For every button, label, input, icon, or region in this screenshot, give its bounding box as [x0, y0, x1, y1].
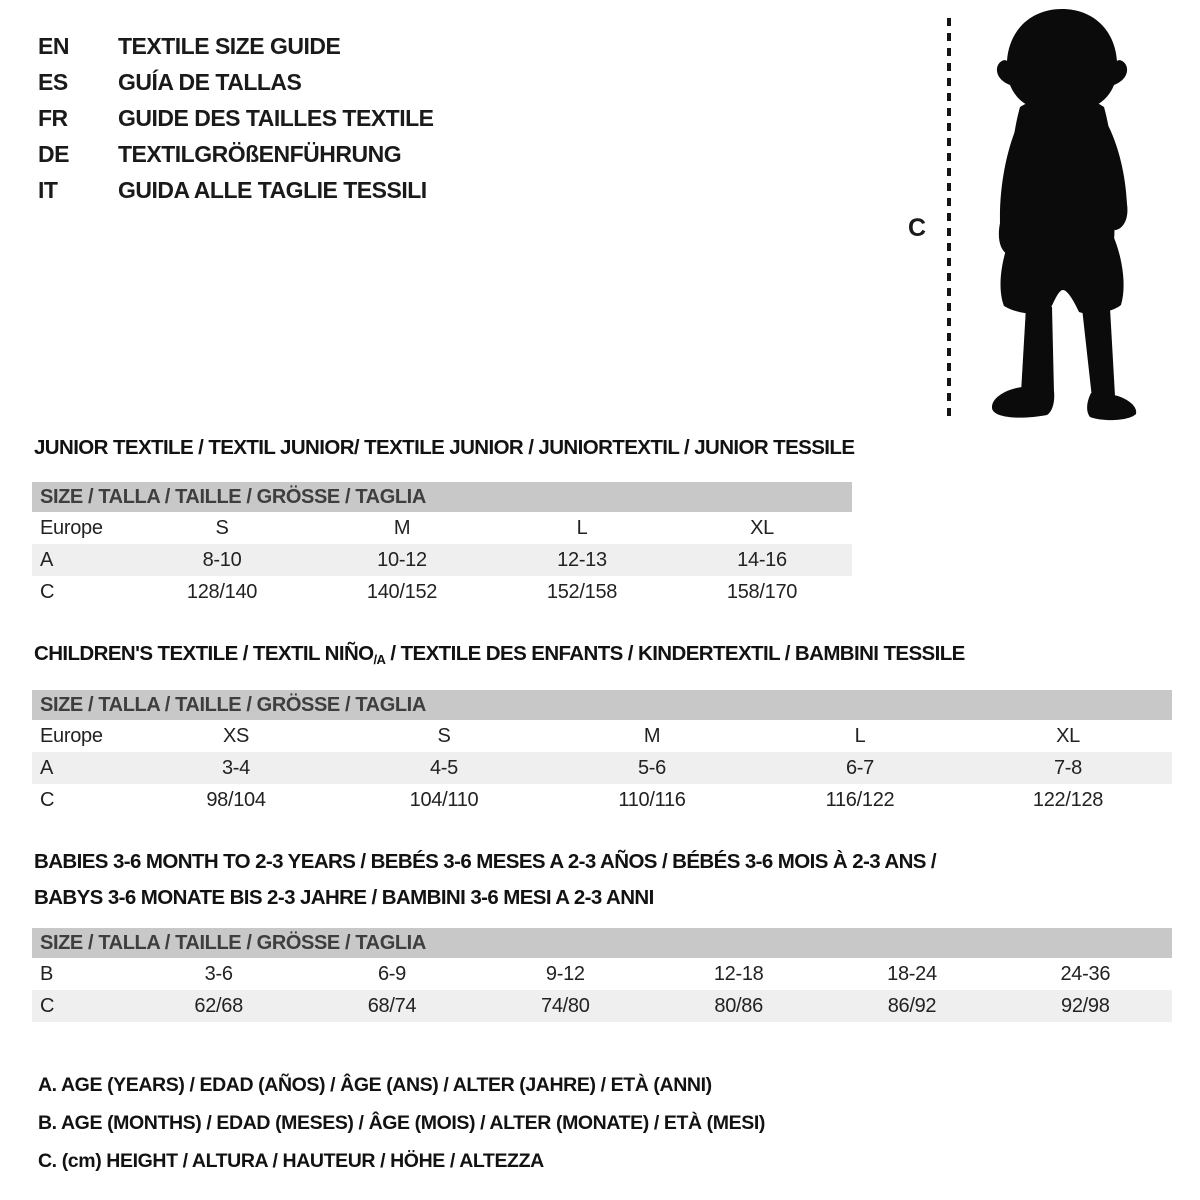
table-cell: L — [854, 724, 866, 747]
lang-title: GUÍA DE TALLAS — [118, 68, 302, 95]
table-cell: 9-12 — [545, 962, 585, 985]
children-size-table — [32, 690, 1172, 816]
table-cell: 14-16 — [737, 548, 787, 571]
table-row — [32, 512, 852, 544]
row-label: B — [40, 962, 54, 985]
table-cell: S — [437, 724, 451, 747]
table-cell: 6-7 — [845, 756, 874, 779]
table-cell: 3-6 — [204, 962, 233, 985]
table-cell: 62/68 — [194, 994, 243, 1017]
lang-row-it — [38, 172, 434, 208]
table-cell: 10-12 — [377, 548, 427, 571]
table-row — [32, 990, 1172, 1022]
table-cell: 18-24 — [887, 962, 937, 985]
table-cell: 24-36 — [1060, 962, 1111, 985]
table-cell: 68/74 — [367, 994, 417, 1017]
lang-code: FR — [38, 104, 68, 131]
table-cell: 92/98 — [1061, 994, 1110, 1017]
lang-code: IT — [38, 176, 58, 203]
row-label: A — [40, 756, 54, 779]
babies-table-body — [32, 958, 1172, 1022]
babies-heading-line2: BABYS 3-6 MONATE BIS 2-3 JAHRE / BAMBINI 3-6 MESI A 2-3 ANNI — [34, 886, 654, 909]
children-table-body — [32, 720, 1172, 816]
table-cell: 7-8 — [1053, 756, 1082, 779]
lang-code: ES — [38, 68, 68, 95]
table-cell: S — [215, 516, 229, 539]
lang-code: DE — [38, 140, 69, 167]
lang-code: EN — [38, 32, 69, 59]
table-cell: 104/110 — [409, 788, 479, 811]
junior-size-table — [32, 482, 852, 608]
lang-row-en — [38, 28, 434, 64]
babies-table-size-header: SIZE / TALLA / TAILLE / GRÖSSE / TAGLIA — [32, 928, 1172, 958]
children-table-size-header: SIZE / TALLA / TAILLE / GRÖSSE / TAGLIA — [32, 690, 1172, 720]
lang-title: TEXTILE SIZE GUIDE — [118, 32, 341, 59]
table-cell: 4-5 — [429, 756, 458, 779]
babies-section-heading — [34, 844, 936, 916]
table-cell: 12-13 — [557, 548, 607, 571]
table-cell: 8-10 — [202, 548, 242, 571]
children-heading-sub: /A — [373, 652, 386, 667]
row-label: C — [40, 994, 55, 1017]
language-list — [38, 28, 434, 208]
table-cell: 152/158 — [546, 580, 618, 603]
table-cell: XL — [1056, 724, 1080, 747]
table-cell: 110/116 — [618, 788, 686, 811]
junior-section-heading: JUNIOR TEXTILE / TEXTIL JUNIOR/ TEXTILE JUNIOR / JUNIORTEXTIL / JUNIOR TESSILE — [34, 436, 855, 459]
height-measure-label: C — [908, 214, 927, 242]
children-section-heading — [34, 642, 965, 667]
toddler-silhouette-icon — [962, 6, 1167, 428]
table-cell: 98/104 — [206, 788, 266, 811]
table-cell: XL — [750, 516, 774, 539]
table-cell: 80/86 — [714, 994, 763, 1017]
table-cell: L — [576, 516, 588, 539]
table-cell: M — [393, 516, 411, 539]
table-cell: 86/92 — [887, 994, 937, 1017]
table-cell: 5-6 — [637, 756, 666, 779]
table-row — [32, 576, 852, 608]
table-cell: 6-9 — [377, 962, 406, 985]
lang-title: GUIDA ALLE TAGLIE TESSILI — [118, 176, 427, 203]
legend-line-a: A. AGE (YEARS) / EDAD (AÑOS) / ÂGE (ANS) / ALTER (JAHRE) / ETÀ (ANNI) — [38, 1074, 712, 1096]
table-cell: XS — [222, 724, 250, 747]
lang-row-fr — [38, 100, 434, 136]
measurement-legend — [38, 1066, 765, 1180]
row-label: Europe — [40, 516, 103, 539]
lang-title: GUIDE DES TAILLES TEXTILE — [118, 104, 434, 131]
lang-row-de — [38, 136, 434, 172]
table-cell: 158/170 — [726, 580, 798, 603]
children-heading-prefix: CHILDREN'S TEXTILE / TEXTIL NIÑO — [34, 642, 374, 665]
table-cell: 12-18 — [713, 962, 764, 985]
table-cell: 74/80 — [541, 994, 590, 1017]
legend-line-b: B. AGE (MONTHS) / EDAD (MESES) / ÂGE (MOIS) / ALTER (MONATE) / ETÀ (MESI) — [38, 1112, 765, 1134]
row-label: A — [40, 548, 54, 571]
junior-table-size-header: SIZE / TALLA / TAILLE / GRÖSSE / TAGLIA — [32, 482, 852, 512]
table-row — [32, 784, 1172, 816]
table-cell: 128/140 — [186, 580, 258, 603]
babies-size-table — [32, 928, 1172, 1022]
table-cell: 140/152 — [366, 580, 438, 603]
row-label: C — [40, 580, 55, 603]
table-row — [32, 720, 1172, 752]
babies-heading-line1: BABIES 3-6 MONTH TO 2-3 YEARS / BEBÉS 3-6 MESES A 2-3 AÑOS / BÉBÉS 3-6 MOIS À 2-3 ANS / — [34, 850, 937, 873]
children-heading-suffix: / TEXTILE DES ENFANTS / KINDERTEXTIL / BAMBINI TESSILE — [385, 642, 965, 665]
legend-line-c: C. (cm) HEIGHT / ALTURA / HAUTEUR / HÖHE / ALTEZZA — [38, 1150, 544, 1172]
table-cell: 116/122 — [825, 788, 895, 811]
table-cell: M — [643, 724, 661, 747]
row-label: Europe — [40, 724, 103, 747]
lang-row-es — [38, 64, 434, 100]
height-measure-dotted-line — [947, 18, 951, 416]
row-label: C — [40, 788, 55, 811]
table-cell: 122/128 — [1032, 788, 1104, 811]
table-row — [32, 958, 1172, 990]
table-cell: 3-4 — [221, 756, 250, 779]
table-row — [32, 752, 1172, 784]
lang-title: TEXTILGRÖßENFÜHRUNG — [118, 140, 402, 167]
junior-table-body — [32, 512, 852, 608]
table-row — [32, 544, 852, 576]
